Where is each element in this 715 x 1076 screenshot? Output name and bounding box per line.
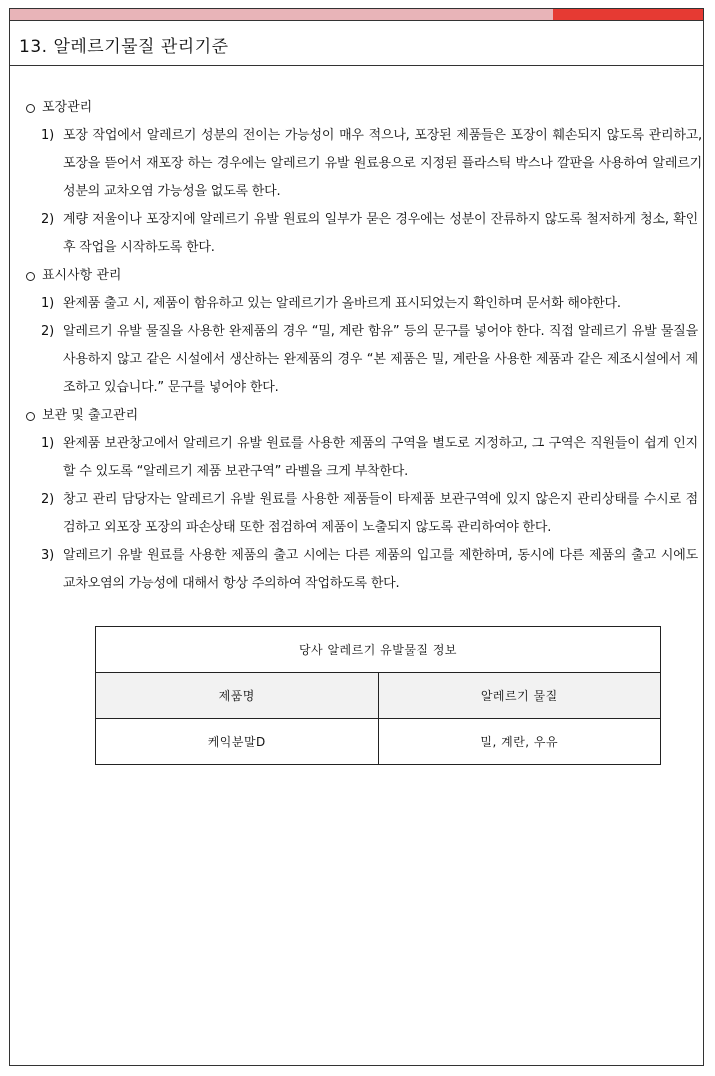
list-item-number: 1)	[41, 296, 54, 311]
list-item-text: 완제품 보관창고에서 알레르기 유발 원료를 사용한 제품의 구역을 별도로 지정하고, 그 구역은 직원들이 쉽게 인지할 수 있도록 “알레르기 제품 보관구역” 라벨을 크게 부착한다.	[63, 436, 698, 479]
section-packaging	[22, 94, 702, 262]
table-caption: 당사 알레르기 유발물질 정보	[96, 627, 661, 673]
section-heading	[22, 262, 698, 290]
circle-bullet-icon	[26, 412, 35, 421]
list-item	[22, 206, 698, 262]
title-row	[9, 20, 704, 66]
section-heading-label: 포장관리	[42, 100, 93, 115]
list-item	[22, 430, 698, 486]
page-title: 13. 알레르기물질 관리기준	[19, 37, 229, 57]
list-item	[22, 486, 698, 542]
list-item	[22, 542, 698, 598]
list-item-text: 창고 관리 담당자는 알레르기 유발 원료를 사용한 제품들이 타제품 보관구역에 있지 않은지 관리상태를 수시로 점검하고 외포장 포장의 파손상태 또한 점검하여 제품이 노출되지 않도록 관리하여야 한다.	[63, 492, 698, 535]
circle-bullet-icon	[26, 104, 35, 113]
column-header-product: 제품명	[96, 673, 379, 719]
list-item	[22, 318, 698, 402]
section-heading-label: 표시사항 관리	[42, 268, 122, 283]
list-item-number: 3)	[41, 548, 54, 563]
list-item-number: 2)	[41, 212, 54, 227]
list-item-number: 2)	[41, 324, 54, 339]
cell-product-name: 케익분말D	[96, 719, 379, 765]
section-labeling	[22, 262, 698, 402]
section-heading	[22, 94, 698, 122]
document-body	[22, 94, 702, 598]
section-heading	[22, 402, 698, 430]
column-header-allergen: 알레르기 물질	[378, 673, 661, 719]
circle-bullet-icon	[26, 272, 35, 281]
list-item-text: 계량 저울이나 포장지에 알레르기 유발 원료의 일부가 묻은 경우에는 성분이 잔류하지 않도록 철저하게 청소, 확인 후 작업을 시작하도록 한다.	[63, 212, 698, 255]
section-heading-label: 보관 및 출고관리	[42, 408, 139, 423]
list-item	[22, 290, 698, 318]
list-item-text: 알레르기 유발 물질을 사용한 완제품의 경우 “밀, 계란 함유” 등의 문구를 넣어야 한다. 직접 알레르기 유발 물질을 사용하지 않고 같은 시설에서 생산하는 완제품의 경우 “본 제품은 밀, 계란을 사용한 제품과 같은 제조시설에서 제조하고 있습니다.” 문구를 넣어야 한다.	[63, 324, 698, 395]
cell-allergens: 밀, 계란, 우유	[378, 719, 661, 765]
section-storage-shipping	[22, 402, 698, 598]
list-item-text: 알레르기 유발 원료를 사용한 제품의 출고 시에는 다른 제품의 입고를 제한하며, 동시에 다른 제품의 출고 시에도 교차오염의 가능성에 대해서 항상 주의하여 작업하도록 한다.	[63, 548, 698, 591]
list-item-text: 포장 작업에서 알레르기 성분의 전이는 가능성이 매우 적으나, 포장된 제품들은 포장이 훼손되지 않도록 관리하고, 포장을 뜯어서 재포장 하는 경우에는 알레르기 유발 원료용으로 지정된 플라스틱 박스나 깔판을 사용하여 알레르기 성분의 교차오염 가능성을 없도록 한다.	[63, 128, 702, 199]
list-item-number: 1)	[41, 128, 54, 143]
list-item	[22, 122, 702, 206]
list-item-number: 2)	[41, 492, 54, 507]
allergy-info-table	[95, 626, 661, 765]
list-item-number: 1)	[41, 436, 54, 451]
table-row	[96, 719, 661, 765]
list-item-text: 완제품 출고 시, 제품이 함유하고 있는 알레르기가 올바르게 표시되었는지 확인하며 문서화 해야한다.	[63, 296, 621, 311]
